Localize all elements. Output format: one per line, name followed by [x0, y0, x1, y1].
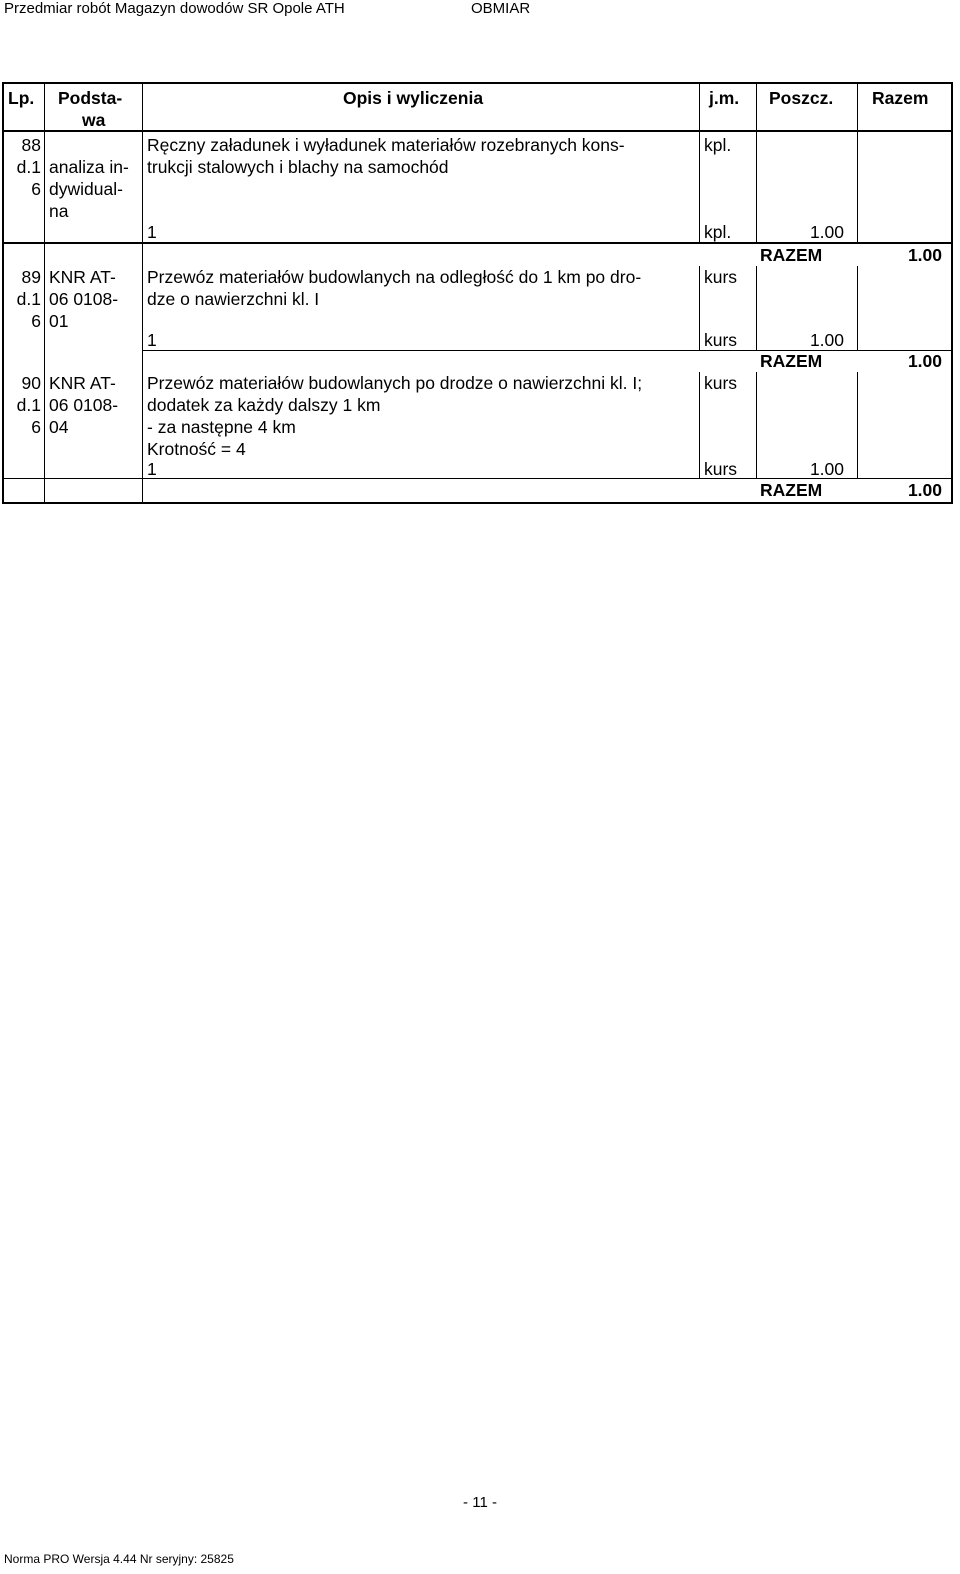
header-jm: j.m.: [709, 88, 740, 108]
calc-value: 1.00: [809, 330, 844, 350]
razem-value: 1.00: [907, 245, 942, 265]
item-podstawa: KNR AT-: [49, 373, 116, 393]
item-podstawa: analiza in-: [49, 157, 129, 177]
table-header-row: [4, 84, 951, 132]
item-lp: 88: [21, 135, 41, 155]
app-name: OBMIAR: [471, 0, 531, 17]
item-lp: d.1: [16, 289, 41, 309]
item-opis: trukcji stalowych i blachy na samochód: [147, 157, 449, 177]
razem-value: 1.00: [907, 351, 942, 371]
item-opis: Ręczny załadunek i wyładunek materiałów rozebranych kons-: [147, 135, 625, 155]
razem-label: RAZEM: [760, 480, 823, 500]
razem-label: RAZEM: [760, 351, 823, 371]
item-lp: 6: [31, 179, 41, 199]
page-number: - 11 -: [463, 1494, 497, 1511]
item-opis: Krotność = 4: [147, 439, 246, 459]
table-row: [4, 266, 951, 350]
software-note: Norma PRO Wersja 4.44 Nr seryjny: 25825: [4, 1552, 234, 1566]
razem-row: [4, 478, 951, 502]
header-opis: Opis i wyliczenia: [343, 88, 484, 108]
razem-row: [4, 350, 951, 372]
calc-unit: kpl.: [704, 222, 732, 242]
item-opis: dze o nawierzchni kl. I: [147, 289, 320, 309]
item-jm: kurs: [704, 373, 738, 393]
item-podstawa: 01: [49, 311, 69, 331]
item-lp: 89: [21, 267, 41, 287]
calc-value: 1.00: [809, 222, 844, 242]
estimate-table: [2, 82, 953, 504]
item-lp: 6: [31, 417, 41, 437]
item-opis: Przewóz materiałów budowlanych na odległość do 1 km po dro-: [147, 267, 642, 287]
razem-label: RAZEM: [760, 245, 823, 265]
header-poszcz: Poszcz.: [769, 88, 834, 108]
table-row: [4, 132, 951, 244]
item-lp: d.1: [16, 157, 41, 177]
item-lp: 6: [31, 311, 41, 331]
item-opis: dodatek za każdy dalszy 1 km: [147, 395, 381, 415]
item-podstawa: dywidual-: [49, 179, 123, 199]
item-jm: kurs: [704, 267, 738, 287]
item-podstawa: 04: [49, 417, 69, 437]
header-podstawa-1: Podsta-: [58, 88, 123, 108]
item-podstawa: 06 0108-: [49, 395, 119, 415]
table-row: [4, 372, 951, 478]
header-razem: Razem: [872, 88, 929, 108]
calc-value: 1.00: [809, 459, 844, 479]
razem-row: [4, 244, 951, 266]
header-lp: Lp.: [8, 88, 35, 108]
item-lp: 90: [21, 373, 41, 393]
document-title: Przedmiar robót Magazyn dowodów SR Opole ATH: [4, 0, 345, 17]
header-podstawa-2: wa: [82, 110, 106, 130]
item-opis: Przewóz materiałów budowlanych po drodze o nawierzchni kl. I;: [147, 373, 643, 393]
calc-qty: 1: [147, 222, 157, 242]
calc-unit: kurs: [704, 330, 738, 350]
item-podstawa: na: [49, 201, 69, 221]
item-jm: kpl.: [704, 135, 732, 155]
item-lp: d.1: [16, 395, 41, 415]
calc-unit: kurs: [704, 459, 738, 479]
razem-value: 1.00: [907, 480, 942, 500]
item-podstawa: KNR AT-: [49, 267, 116, 287]
item-podstawa: 06 0108-: [49, 289, 119, 309]
calc-qty: 1: [147, 330, 157, 350]
item-opis: - za następne 4 km: [147, 417, 296, 437]
calc-qty: 1: [147, 459, 157, 479]
